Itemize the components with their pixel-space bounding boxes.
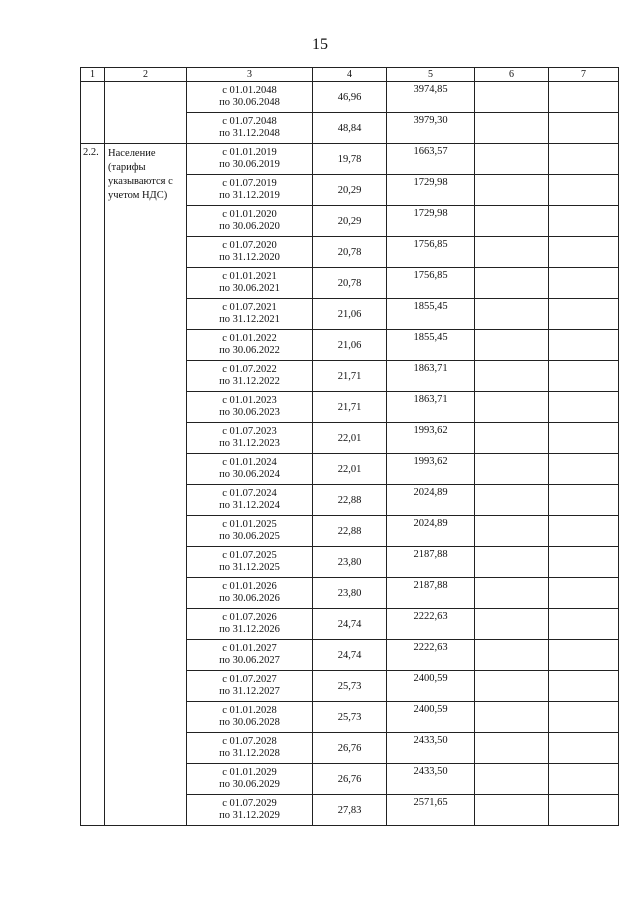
empty-cell-6: [475, 206, 549, 237]
rate-cell: [313, 361, 387, 392]
empty-cell-6: [475, 733, 549, 764]
amount-cell: [387, 702, 475, 733]
rate-cell: [313, 547, 387, 578]
period-cell: [187, 764, 313, 795]
empty-cell-7: [549, 392, 619, 423]
period-cell: [187, 144, 313, 175]
amount-cell: [387, 361, 475, 392]
amount-cell-text: 1863,71: [413, 394, 448, 405]
rate-cell: [313, 609, 387, 640]
empty-cell-6: [475, 113, 549, 144]
amount-cell-text: 2571,65: [413, 797, 448, 808]
rate-cell: [313, 330, 387, 361]
rate-cell-text: 21,06: [337, 309, 362, 320]
amount-cell: [387, 237, 475, 268]
amount-cell-text: 1729,98: [413, 177, 448, 188]
rate-cell: [313, 206, 387, 237]
period-to: по 31.12.2020: [219, 252, 280, 263]
period-cell: [187, 82, 313, 113]
empty-cell-7: [549, 795, 619, 826]
period-to: по 30.06.2019: [219, 159, 280, 170]
amount-cell-text: 2187,88: [413, 580, 448, 591]
period-cell: [187, 795, 313, 826]
period-to: по 30.06.2020: [219, 221, 280, 232]
rate-cell-text: 24,74: [337, 619, 362, 630]
group-code-cell-text: 2.2.: [83, 147, 99, 158]
empty-cell-6: [475, 237, 549, 268]
amount-cell: [387, 485, 475, 516]
rate-cell: [313, 175, 387, 206]
amount-cell-text: 2400,59: [413, 704, 448, 715]
amount-cell: [387, 609, 475, 640]
period-from: с 01.01.2020: [222, 209, 277, 220]
rate-cell: [313, 671, 387, 702]
rate-cell: [313, 237, 387, 268]
rate-cell-text: 19,78: [337, 154, 362, 165]
period-from: с 01.07.2021: [222, 302, 277, 313]
amount-cell: [387, 206, 475, 237]
empty-cell-6: [475, 330, 549, 361]
table-row: [81, 82, 619, 113]
period-cell: [187, 361, 313, 392]
period-cell: [187, 113, 313, 144]
empty-cell-7: [549, 299, 619, 330]
rate-cell: [313, 299, 387, 330]
group-name-cell-text: Население (тарифы указываются с учетом НДС): [108, 148, 173, 201]
empty-cell-7: [549, 330, 619, 361]
period-cell: [187, 516, 313, 547]
period-cell: [187, 609, 313, 640]
rate-cell-text: 46,96: [337, 92, 362, 103]
rate-cell: [313, 82, 387, 113]
period-from: с 01.07.2025: [222, 550, 277, 561]
empty-cell-6: [475, 268, 549, 299]
rate-cell: [313, 423, 387, 454]
empty-cell-7: [549, 454, 619, 485]
rate-cell-text: 22,01: [337, 464, 362, 475]
rate-cell-text: 26,76: [337, 774, 362, 785]
amount-cell-text: 3979,30: [413, 115, 448, 126]
period-from: с 01.07.2029: [222, 798, 277, 809]
amount-cell: [387, 175, 475, 206]
empty-cell-6: [475, 82, 549, 113]
empty-cell-6: [475, 175, 549, 206]
amount-cell-text: 1663,57: [413, 146, 448, 157]
amount-cell: [387, 578, 475, 609]
column-header-4: 4: [313, 68, 387, 82]
amount-cell: [387, 640, 475, 671]
period-to: по 31.12.2027: [219, 686, 280, 697]
period-to: по 30.06.2048: [219, 97, 280, 108]
amount-cell: [387, 392, 475, 423]
rate-cell-text: 27,83: [337, 805, 362, 816]
group-name-cell: [105, 144, 187, 826]
period-from: с 01.07.2019: [222, 178, 277, 189]
amount-cell: [387, 516, 475, 547]
empty-cell-7: [549, 640, 619, 671]
empty-cell-6: [475, 702, 549, 733]
empty-cell-6: [475, 361, 549, 392]
period-to: по 31.12.2019: [219, 190, 280, 201]
period-to: по 31.12.2021: [219, 314, 280, 325]
rate-cell: [313, 113, 387, 144]
period-cell: [187, 268, 313, 299]
amount-cell-text: 1863,71: [413, 363, 448, 374]
period-to: по 31.12.2025: [219, 562, 280, 573]
empty-cell-7: [549, 144, 619, 175]
amount-cell-text: 2400,59: [413, 673, 448, 684]
period-cell: [187, 299, 313, 330]
column-header-1: 1: [81, 68, 105, 82]
period-to: по 30.06.2026: [219, 593, 280, 604]
period-to: по 30.06.2029: [219, 779, 280, 790]
rate-cell: [313, 795, 387, 826]
period-from: с 01.07.2026: [222, 612, 277, 623]
rate-cell: [313, 733, 387, 764]
amount-cell-text: 1993,62: [413, 456, 448, 467]
period-to: по 30.06.2024: [219, 469, 280, 480]
amount-cell-text: 1729,98: [413, 208, 448, 219]
amount-cell: [387, 330, 475, 361]
period-to: по 30.06.2023: [219, 407, 280, 418]
period-from: с 01.07.2023: [222, 426, 277, 437]
amount-cell-text: 1993,62: [413, 425, 448, 436]
period-cell: [187, 423, 313, 454]
period-to: по 30.06.2021: [219, 283, 280, 294]
amount-cell-text: 1855,45: [413, 301, 448, 312]
rate-cell-text: 24,74: [337, 650, 362, 661]
empty-cell-7: [549, 268, 619, 299]
period-from: с 01.07.2022: [222, 364, 277, 375]
amount-cell-text: 1855,45: [413, 332, 448, 343]
period-from: с 01.07.2020: [222, 240, 277, 251]
empty-cell-6: [475, 578, 549, 609]
period-from: с 01.01.2025: [222, 519, 277, 530]
period-from: с 01.01.2028: [222, 705, 277, 716]
rate-cell-text: 23,80: [337, 557, 362, 568]
tariff-table: [80, 67, 619, 826]
empty-cell-6: [475, 609, 549, 640]
amount-cell: [387, 764, 475, 795]
amount-cell-text: 2433,50: [413, 766, 448, 777]
amount-cell: [387, 268, 475, 299]
amount-cell: [387, 733, 475, 764]
empty-cell-7: [549, 671, 619, 702]
period-cell: [187, 330, 313, 361]
rate-cell: [313, 640, 387, 671]
period-to: по 30.06.2022: [219, 345, 280, 356]
period-to: по 31.12.2026: [219, 624, 280, 635]
empty-cell-6: [475, 299, 549, 330]
rate-cell-text: 23,80: [337, 588, 362, 599]
period-from: с 01.01.2019: [222, 147, 277, 158]
period-from: с 01.01.2021: [222, 271, 277, 282]
period-to: по 31.12.2024: [219, 500, 280, 511]
period-from: с 01.07.2027: [222, 674, 277, 685]
empty-cell-6: [475, 547, 549, 578]
amount-cell: [387, 82, 475, 113]
rate-cell-text: 21,71: [337, 402, 362, 413]
period-cell: [187, 206, 313, 237]
rate-cell: [313, 516, 387, 547]
period-cell: [187, 733, 313, 764]
rate-cell-text: 21,71: [337, 371, 362, 382]
period-to: по 31.12.2029: [219, 810, 280, 821]
period-to: по 31.12.2022: [219, 376, 280, 387]
period-to: по 31.12.2028: [219, 748, 280, 759]
empty-cell-7: [549, 82, 619, 113]
empty-cell-6: [475, 795, 549, 826]
empty-cell-7: [549, 423, 619, 454]
period-to: по 30.06.2027: [219, 655, 280, 666]
period-cell: [187, 702, 313, 733]
rate-cell: [313, 485, 387, 516]
empty-cell-7: [549, 113, 619, 144]
empty-cell-7: [549, 361, 619, 392]
amount-cell: [387, 113, 475, 144]
amount-cell: [387, 423, 475, 454]
period-cell: [187, 237, 313, 268]
empty-cell-6: [475, 392, 549, 423]
code-cell: [81, 82, 105, 144]
rate-cell-text: 20,29: [337, 185, 362, 196]
column-header-7: 7: [549, 68, 619, 82]
period-from: с 01.07.2028: [222, 736, 277, 747]
amount-cell: [387, 795, 475, 826]
empty-cell-6: [475, 423, 549, 454]
empty-cell-7: [549, 516, 619, 547]
empty-cell-6: [475, 454, 549, 485]
period-cell: [187, 454, 313, 485]
empty-cell-7: [549, 237, 619, 268]
group-name-cell: [105, 82, 187, 144]
rate-cell: [313, 144, 387, 175]
empty-cell-7: [549, 547, 619, 578]
period-from: с 01.01.2027: [222, 643, 277, 654]
rate-cell: [313, 764, 387, 795]
amount-cell-text: 2222,63: [413, 642, 448, 653]
amount-cell: [387, 144, 475, 175]
page-number: 15: [312, 36, 328, 53]
amount-cell-text: 2187,88: [413, 549, 448, 560]
empty-cell-7: [549, 578, 619, 609]
amount-cell: [387, 671, 475, 702]
rate-cell-text: 22,01: [337, 433, 362, 444]
period-cell: [187, 578, 313, 609]
period-from: с 01.01.2026: [222, 581, 277, 592]
period-to: по 30.06.2028: [219, 717, 280, 728]
amount-cell-text: 2433,50: [413, 735, 448, 746]
column-header-2: 2: [105, 68, 187, 82]
empty-cell-7: [549, 733, 619, 764]
period-to: по 31.12.2023: [219, 438, 280, 449]
table-row: [81, 144, 619, 175]
empty-cell-7: [549, 609, 619, 640]
period-from: с 01.01.2024: [222, 457, 277, 468]
period-to: по 31.12.2048: [219, 128, 280, 139]
rate-cell: [313, 454, 387, 485]
column-header-5: 5: [387, 68, 475, 82]
rate-cell-text: 26,76: [337, 743, 362, 754]
period-cell: [187, 547, 313, 578]
amount-cell-text: 2024,89: [413, 487, 448, 498]
column-header-3: 3: [187, 68, 313, 82]
amount-cell: [387, 454, 475, 485]
rate-cell-text: 22,88: [337, 495, 362, 506]
period-cell: [187, 671, 313, 702]
empty-cell-6: [475, 144, 549, 175]
rate-cell-text: 48,84: [337, 123, 362, 134]
period-cell: [187, 640, 313, 671]
period-cell: [187, 392, 313, 423]
empty-cell-6: [475, 764, 549, 795]
empty-cell-6: [475, 485, 549, 516]
empty-cell-7: [549, 702, 619, 733]
rate-cell: [313, 268, 387, 299]
column-number-header-row: [81, 68, 619, 82]
empty-cell-7: [549, 206, 619, 237]
rate-cell-text: 20,29: [337, 216, 362, 227]
rate-cell-text: 20,78: [337, 247, 362, 258]
empty-cell-6: [475, 671, 549, 702]
rate-cell: [313, 392, 387, 423]
rate-cell-text: 21,06: [337, 340, 362, 351]
period-cell: [187, 485, 313, 516]
amount-cell-text: 3974,85: [413, 84, 448, 95]
empty-cell-7: [549, 485, 619, 516]
period-from: с 01.01.2029: [222, 767, 277, 778]
rate-cell: [313, 578, 387, 609]
empty-cell-7: [549, 764, 619, 795]
column-header-6: 6: [475, 68, 549, 82]
empty-cell-7: [549, 175, 619, 206]
period-from: с 01.01.2022: [222, 333, 277, 344]
rate-cell-text: 25,73: [337, 681, 362, 692]
empty-cell-6: [475, 640, 549, 671]
period-from: с 01.07.2048: [222, 116, 277, 127]
group-code-cell: [81, 144, 105, 826]
rate-cell-text: 22,88: [337, 526, 362, 537]
amount-cell: [387, 547, 475, 578]
rate-cell-text: 20,78: [337, 278, 362, 289]
empty-cell-6: [475, 516, 549, 547]
period-from: с 01.01.2048: [222, 85, 277, 96]
amount-cell-text: 1756,85: [413, 239, 448, 250]
rate-cell: [313, 702, 387, 733]
amount-cell-text: 1756,85: [413, 270, 448, 281]
amount-cell: [387, 299, 475, 330]
period-from: с 01.01.2023: [222, 395, 277, 406]
rate-cell-text: 25,73: [337, 712, 362, 723]
period-to: по 30.06.2025: [219, 531, 280, 542]
period-from: с 01.07.2024: [222, 488, 277, 499]
amount-cell-text: 2024,89: [413, 518, 448, 529]
period-cell: [187, 175, 313, 206]
amount-cell-text: 2222,63: [413, 611, 448, 622]
